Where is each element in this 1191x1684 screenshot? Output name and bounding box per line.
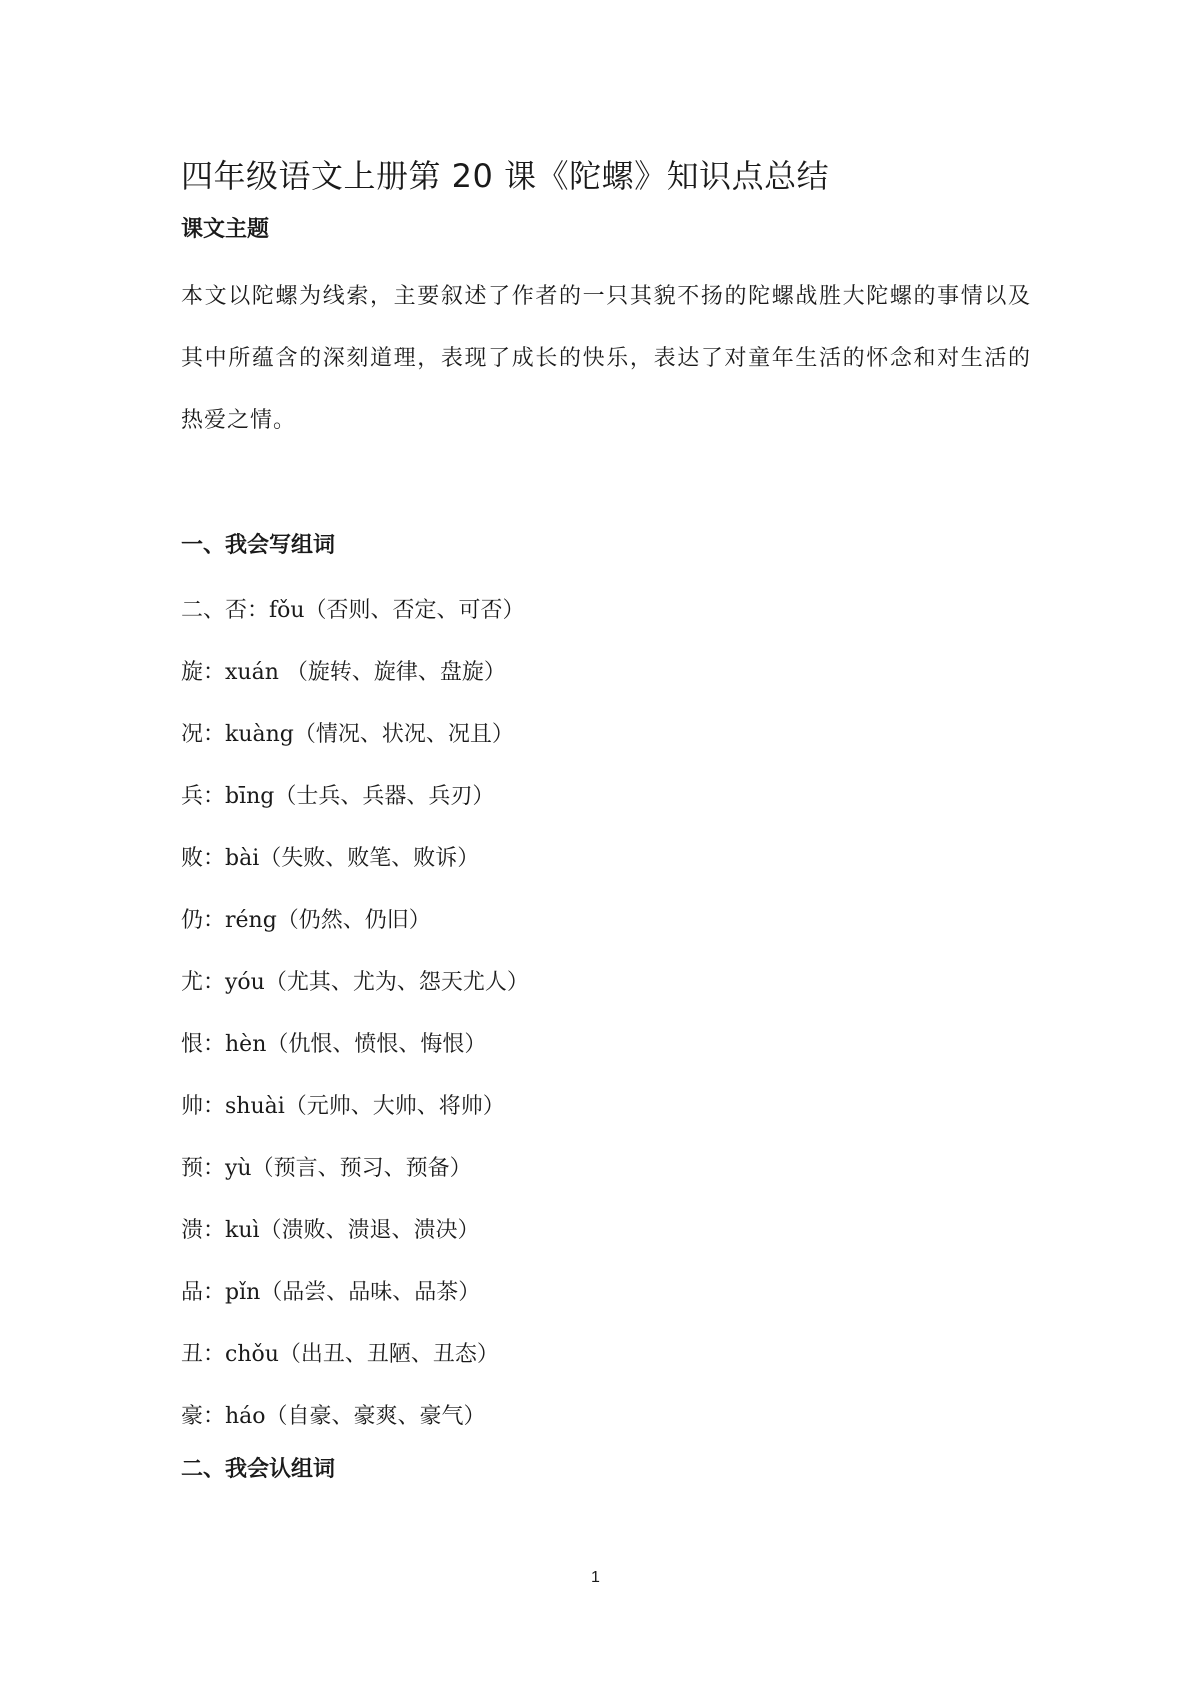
theme-heading: 课文主题 [181,217,270,242]
word-item: 品：pǐn（品尝、品味、品茶） [181,1280,481,1305]
document-title: 四年级语文上册第 20 课《陀螺》知识点总结 [181,157,830,195]
recognize-words-heading: 二、我会认组词 [181,1457,336,1482]
word-item: 溃：kuì（溃败、溃退、溃决） [181,1218,480,1243]
word-item: 尤：yóu（尤其、尤为、怨天尤人） [181,970,529,995]
write-words-heading: 一、我会写组词 [181,533,336,558]
word-item: 恨：hèn（仇恨、愤恨、悔恨） [181,1032,487,1057]
word-item: 仍：réng（仍然、仍旧） [181,908,431,933]
word-item: 帅：shuài（元帅、大帅、将帅） [181,1094,505,1119]
theme-paragraph: 本文以陀螺为线索，主要叙述了作者的一只其貌不扬的陀螺战胜大陀螺的事情以及其中所蕴含的深刻道理，表现了成长的快乐，表达了对童年生活的怀念和对生活的热爱之情。 [181,284,1031,433]
word-item: 二、否：fǒu（否则、否定、可否） [181,598,525,623]
word-item: 丑：chǒu（出丑、丑陋、丑态） [181,1342,499,1367]
write-words-list [181,580,1031,1448]
word-item: 兵：bīng（士兵、兵器、兵刃） [181,784,495,809]
page-number: 1 [591,1569,600,1586]
word-item: 豪：háo（自豪、豪爽、豪气） [181,1404,486,1429]
page-content [181,150,1031,1488]
word-item: 旋：xuán （旋转、旋律、盘旋） [181,660,506,685]
word-item: 预：yù（预言、预习、预备） [181,1156,472,1181]
word-item: 败：bài（失败、败笔、败诉） [181,846,480,871]
word-item: 况：kuàng（情况、状况、况且） [181,722,514,747]
